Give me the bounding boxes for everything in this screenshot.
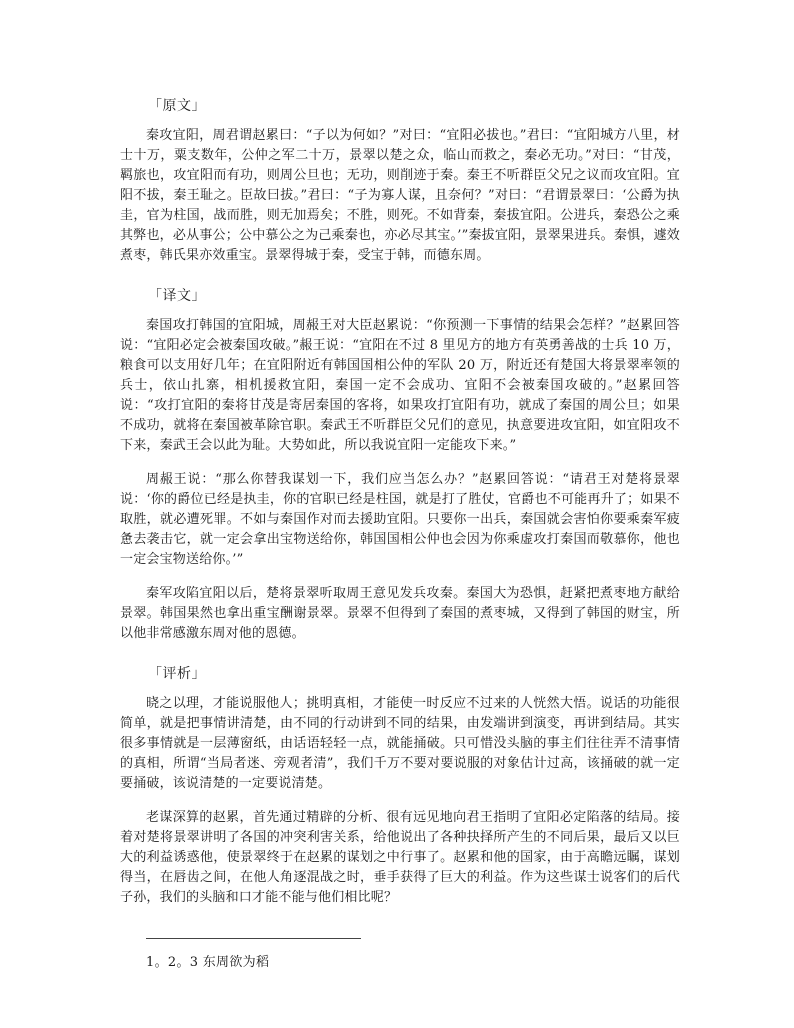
section-heading-commentary: 「评析」 (148, 666, 206, 682)
translation-paragraph-1: 秦国攻打韩国的宜阳城，周赧王对大臣赵累说：“你预测一下事情的结果会怎样？”赵累回答说：“宜阳必定会被秦国攻破。”赧王说：“宜阳在不过 8 里见方的地方有英勇善战的士兵 10 万，粮食可以支用好几年；在宜阳附近有韩国国相公仲的军队 20 万，附近还有楚国大将景翠率领的兵士，依山扎寨，相机援救宜阳，秦国一定不会成功、宜阳不会被秦国攻破的。”赵累回答说：“攻打宜阳的秦将甘茂是寄居秦国的客将，如果攻打宜阳有功，就成了秦国的周公旦；如果不成功，就将在秦国被革除官职。秦武王不听群臣父兄们的意见，执意要进攻宜阳，如宜阳攻不下来，秦武王会以此为耻。大势如此，所以我说宜阳一定能攻下来。” (120, 318, 680, 453)
translation-paragraph-2: 周赧王说：“那么你替我谋划一下，我们应当怎么办？”赵累回答说：“请君王对楚将景翠说：‘你的爵位已经是执圭，你的官职已经是柱国，就是打了胜仗，官爵也不可能再升了；如果不取胜，就必遭死罪。不如与秦国作对而去援助宜阳。只要你一出兵，秦国就会害怕你要乘秦军疲惫去袭击它，就一定会拿出宝物送给你，韩国国相公仲也会因为你乘虚攻打秦国而敬慕你，他也一定会宝物送给你。’” (120, 472, 680, 567)
next-chapter-title: 1。2。3 东周欲为稻 (146, 955, 270, 970)
section-divider (146, 938, 361, 939)
document-body (120, 96, 680, 973)
original-text-paragraph: 秦攻宜阳，周君谓赵累曰：“子以为何如？”对曰：“宜阳必拔也。”君曰：“宜阳城方八里，材士十万，粟支数年，公仲之军二十万，景翠以楚之众，临山而救之，秦必无功。”对曰：“甘茂，羁旅也，攻宜阳而有功，则周公旦也；无功，则削迹于秦。秦王不听群臣父兄之议而攻宜阳。宜阳不拔，秦王耻之。臣故曰拔。”君曰：“子为寡人谋，且奈何？”对曰：“君谓景翠曰：‘公爵为执圭，官为柱国，战而胜，则无加焉矣；不胜，则死。不如背秦，秦拔宜阳。公进兵，秦恐公之乘其弊也，必从事公；公中慕公之为己乘秦也，亦必尽其宝。’”秦拔宜阳，景翠果进兵。秦惧，遽效煮枣，韩氏果亦效重宝。景翠得城于秦，受宝于韩，而德东周。 (120, 128, 680, 263)
section-heading-translation: 「译文」 (148, 288, 206, 304)
section-heading-original: 「原文」 (148, 98, 206, 114)
commentary-paragraph-1: 晓之以理，才能说服他人；挑明真相，才能使一时反应不过来的人恍然大悟。说话的功能很简单，就是把事情讲清楚，由不同的行动讲到不同的结果，由发端讲到演变，再讲到结局。其实很多事情就是一层薄窗纸，由话语轻轻一点，就能捅破。只可惜没头脑的事主们往往弄不清事情的真相，所谓“当局者迷、旁观者清”，我们千万不要对要说服的对象估计过高，该捅破的就一定要捅破，该说清楚的一定要说清楚。 (120, 696, 680, 791)
translation-paragraph-3: 秦军攻陷宜阳以后，楚将景翠听取周王意见发兵攻秦。秦国大为恐惧，赶紧把煮枣地方献给景翠。韩国果然也拿出重宝酬谢景翠。景翠不但得到了秦国的煮枣城，又得到了韩国的财宝，所以他非常感激东周对他的恩德。 (120, 586, 680, 641)
commentary-paragraph-2: 老谋深算的赵累，首先通过精辟的分析、很有远见地向君王指明了宜阳必定陷落的结局。接着对楚将景翠讲明了各国的冲突利害关系，给他说出了各种抉择所产生的不同后果，最后又以巨大的利益诱惑他，使景翠终于在赵累的谋划之中行事了。赵累和他的国家，由于高瞻远瞩，谋划得当，在唇齿之间，在他人角逐混战之时，垂手获得了巨大的利益。作为这些谋士说客们的后代子孙，我们的头脑和口才能不能与他们相比呢？ (120, 810, 680, 905)
